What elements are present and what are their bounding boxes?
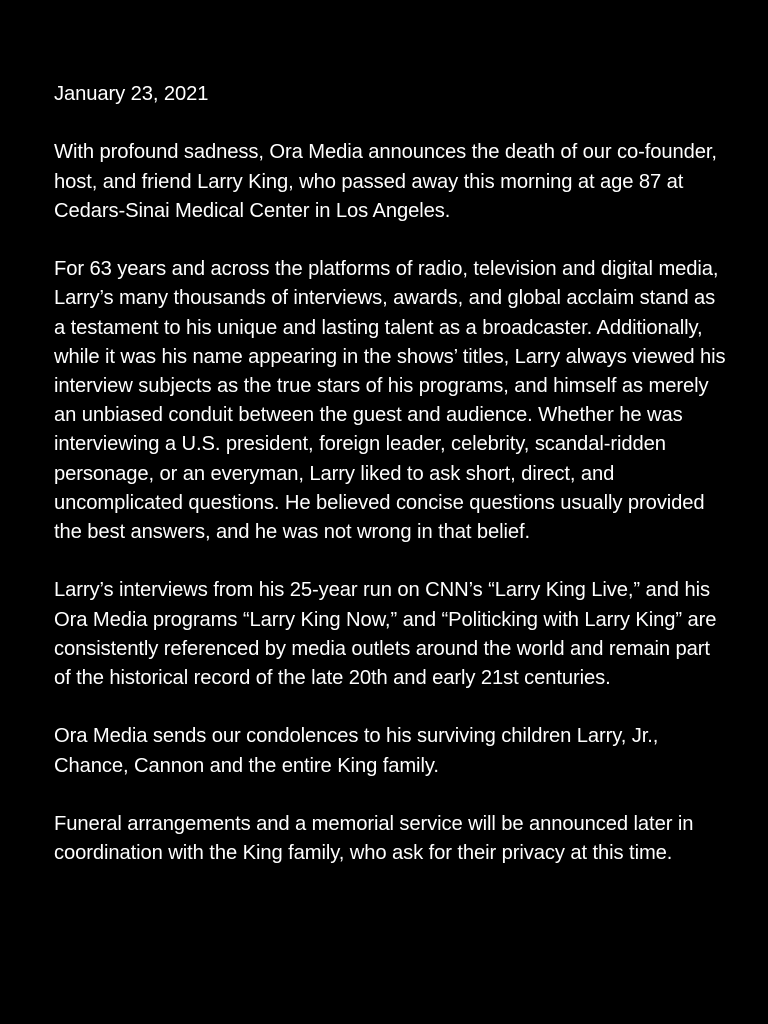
- statement-date: January 23, 2021: [54, 83, 209, 105]
- paragraph-condolences: Ora Media sends our condolences to his surviving children Larry, Jr., Chance, Cannon and the entire King family.: [54, 725, 659, 777]
- statement-document: [54, 80, 726, 868]
- paragraph-funeral: Funeral arrangements and a memorial service will be announced later in coordination with the King family, who ask for their privacy at this time.: [54, 813, 694, 865]
- paragraph-career: For 63 years and across the platforms of radio, television and digital media, Larry’s many thousands of interviews, awards, and global acclaim stand as a testament to his unique and lasting talent as a broadcaster. Additionally, while it was his name appearing in the shows’ titles, Larry always viewed his interview subjects as the true stars of his programs, and himself as merely an unbiased conduit between the guest and audience. Whether he was interviewing a U.S. president, foreign leader, celebrity, scandal-ridden personage, or an everyman, Larry liked to ask short, direct, and uncomplicated questions. He believed concise questions usually provided the best answers, and he was not wrong in that belief.: [54, 258, 726, 544]
- paragraph-announcement: With profound sadness, Ora Media announces the death of our co-founder, host, and friend Larry King, who passed away this morning at age 87 at Cedars-Sinai Medical Center in Los Angeles.: [54, 141, 717, 222]
- paragraph-programs: Larry’s interviews from his 25-year run on CNN’s “Larry King Live,” and his Ora Media programs “Larry King Now,” and “Politicking with Larry King” are consistently referenced by media outlets around the world and remain part of the historical record of the late 20th and early 21st centuries.: [54, 579, 717, 690]
